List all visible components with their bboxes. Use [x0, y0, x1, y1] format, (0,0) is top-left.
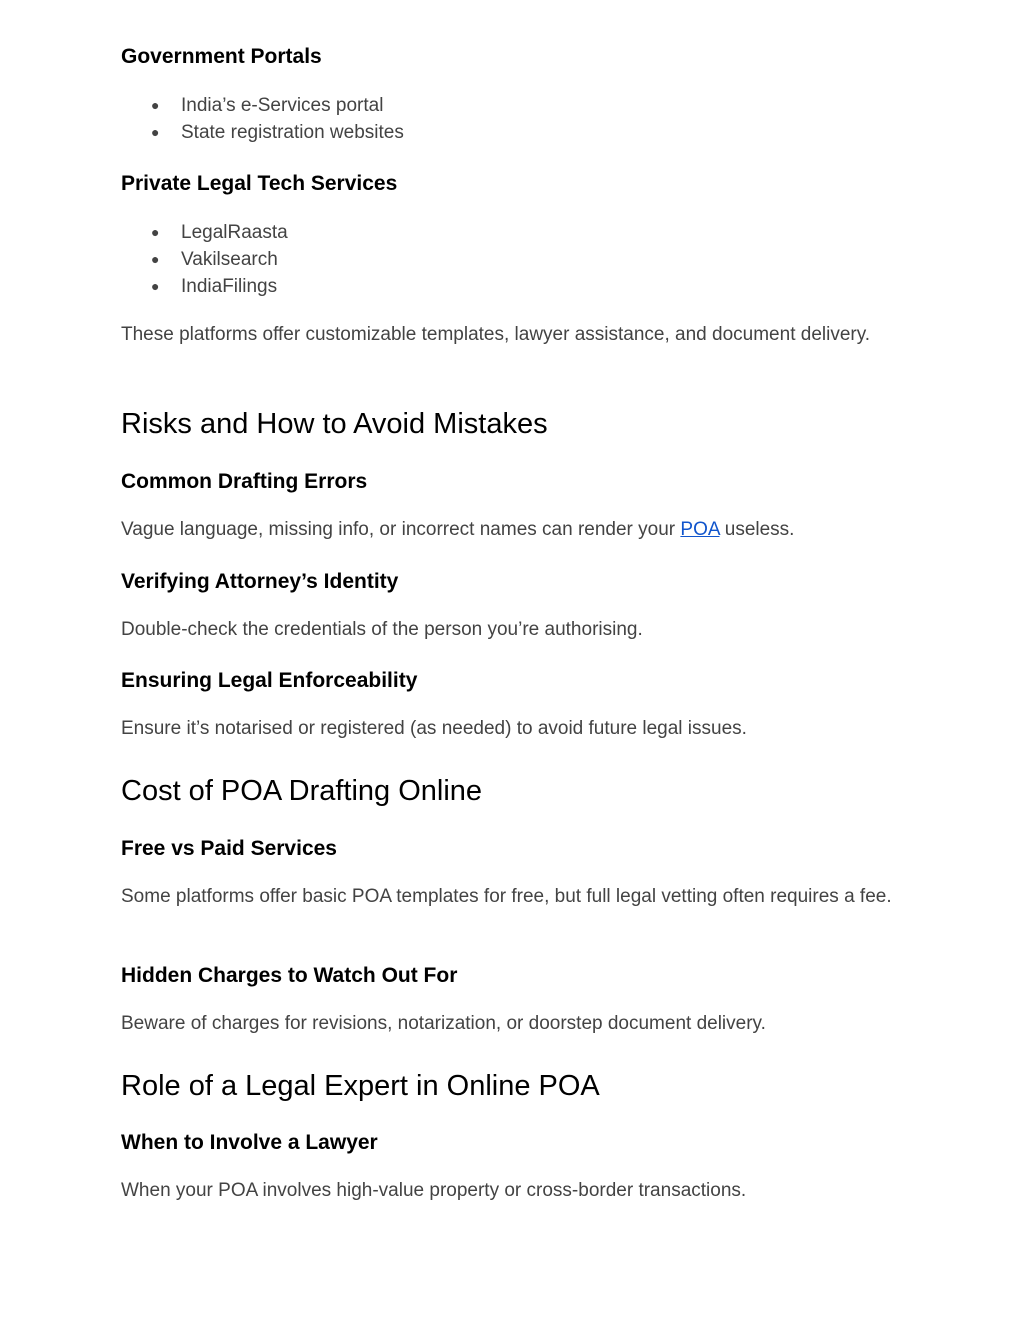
list-item: ● Vakilsearch	[151, 249, 278, 270]
paragraph-when-lawyer: When your POA involves high-value property or cross-border transactions.	[121, 1180, 747, 1201]
heading-free-vs-paid: Free vs Paid Services	[121, 837, 337, 860]
heading-private-legal-tech: Private Legal Tech Services	[121, 172, 398, 195]
heading-when-lawyer: When to Involve a Lawyer	[121, 1131, 378, 1154]
list-item: ● India’s e-Services portal	[151, 95, 384, 116]
heading-legal-expert: Role of a Legal Expert in Online POA	[121, 1070, 600, 1102]
heading-enforceability: Ensuring Legal Enforceability	[121, 669, 418, 692]
heading-risks: Risks and How to Avoid Mistakes	[121, 408, 548, 440]
bullet-dot-icon: ●	[151, 97, 160, 113]
paragraph-enforceability: Ensure it’s notarised or registered (as needed) to avoid future legal issues.	[121, 718, 747, 739]
paragraph-free-vs-paid: Some platforms offer basic POA templates for free, but full legal vetting often requires a fee.	[121, 886, 892, 907]
paragraph-drafting-errors: Vague language, missing info, or incorrect names can render your POA useless.	[121, 519, 795, 540]
paragraph-hidden-charges: Beware of charges for revisions, notarization, or doorstep document delivery.	[121, 1013, 766, 1034]
bullet-dot-icon: ●	[151, 124, 160, 140]
heading-hidden-charges: Hidden Charges to Watch Out For	[121, 964, 458, 987]
bullet-dot-icon: ●	[151, 224, 160, 240]
bullet-dot-icon: ●	[151, 278, 160, 294]
heading-cost: Cost of POA Drafting Online	[121, 775, 483, 807]
paragraph-platforms: These platforms offer customizable templates, lawyer assistance, and document delivery.	[121, 324, 871, 345]
list-item: ● IndiaFilings	[151, 276, 278, 297]
bullet-dot-icon: ●	[151, 251, 160, 267]
list-item: ● LegalRaasta	[151, 222, 288, 243]
poa-link[interactable]: POA	[680, 519, 720, 540]
paragraph-verifying-identity: Double-check the credentials of the person you’re authorising.	[121, 619, 643, 640]
list-item: ● State registration websites	[151, 122, 404, 143]
heading-government-portals: Government Portals	[121, 45, 322, 68]
heading-verifying-identity: Verifying Attorney’s Identity	[121, 570, 399, 593]
heading-drafting-errors: Common Drafting Errors	[121, 470, 368, 493]
